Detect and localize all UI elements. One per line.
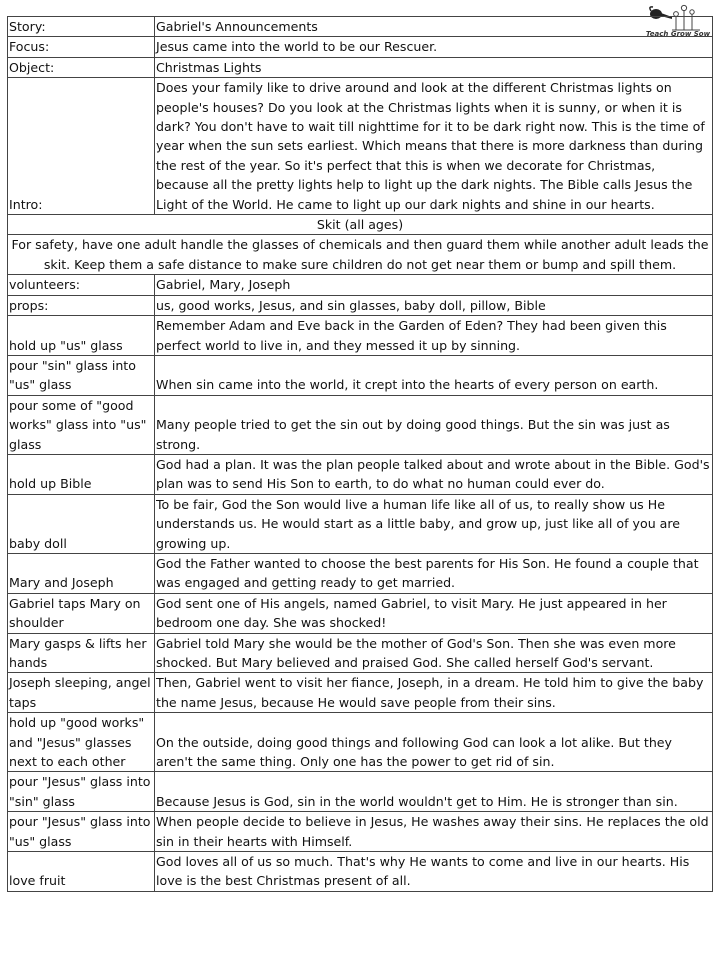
header-row-label: Object: xyxy=(8,57,155,77)
skit-row-text: Remember Adam and Eve back in the Garden of Eden? They had been given this perfect world to live in, and they messed it up by sinning. xyxy=(155,316,713,356)
header-row-label: Focus: xyxy=(8,37,155,57)
skit-heading: Skit (all ages) xyxy=(8,215,713,235)
header-row xyxy=(8,57,713,77)
skit-row-label: pour "Jesus" glass into "sin" glass xyxy=(8,772,155,812)
skit-row xyxy=(8,772,713,812)
skit-row xyxy=(8,355,713,395)
lesson-sheet xyxy=(7,16,713,892)
header-section xyxy=(8,17,713,215)
skit-row-text: God sent one of His angels, named Gabriel, to visit Mary. He just appeared in her bedroom one day. She was shocked! xyxy=(155,593,713,633)
safety-note: For safety, have one adult handle the glasses of chemicals and then guard them while another adult leads the skit. Keep them a safe distance to make sure children do not get near them or bump and spill them. xyxy=(8,235,713,275)
skit-section xyxy=(8,316,713,892)
header-row-text: Gabriel's Announcements xyxy=(155,17,713,37)
setup-row-text: us, good works, Jesus, and sin glasses, baby doll, pillow, Bible xyxy=(155,295,713,315)
skit-row-text: God the Father wanted to choose the best parents for His Son. He found a couple that was engaged and getting ready to get married. xyxy=(155,553,713,593)
skit-row-label: hold up "good works" and "Jesus" glasses next to each other xyxy=(8,713,155,772)
setup-row xyxy=(8,295,713,315)
setup-row xyxy=(8,275,713,295)
skit-row xyxy=(8,454,713,494)
setup-section xyxy=(8,275,713,316)
skit-row-text: God had a plan. It was the plan people talked about and wrote about in the Bible. God's plan was to send His Son to earth, to do what no human could ever do. xyxy=(155,454,713,494)
skit-heading-section xyxy=(8,215,713,275)
skit-row-text: When people decide to believe in Jesus, He washes away their sins. He replaces the old sin in their hearts with Himself. xyxy=(155,812,713,852)
header-row-text: Christmas Lights xyxy=(155,57,713,77)
skit-row xyxy=(8,713,713,772)
lesson-table xyxy=(7,16,713,892)
skit-row-label: baby doll xyxy=(8,494,155,553)
setup-row-text: Gabriel, Mary, Joseph xyxy=(155,275,713,295)
skit-row xyxy=(8,852,713,892)
skit-heading-row xyxy=(8,215,713,235)
setup-row-label: volunteers: xyxy=(8,275,155,295)
skit-row-text: Gabriel told Mary she would be the mother of God's Son. Then she was even more shocked. But Mary believed and praised God. She called herself God's servant. xyxy=(155,633,713,673)
skit-row-label: pour some of "good works" glass into "us" glass xyxy=(8,395,155,454)
skit-row xyxy=(8,395,713,454)
header-row-label: Story: xyxy=(8,17,155,37)
skit-row-label: hold up Bible xyxy=(8,454,155,494)
skit-row xyxy=(8,812,713,852)
skit-row-label: Mary gasps & lifts her hands xyxy=(8,633,155,673)
skit-row-label: hold up "us" glass xyxy=(8,316,155,356)
header-row-label: Intro: xyxy=(8,78,155,215)
skit-row-label: Joseph sleeping, angel taps xyxy=(8,673,155,713)
header-row-text: Jesus came into the world to be our Rescuer. xyxy=(155,37,713,57)
skit-row-text: When sin came into the world, it crept into the hearts of every person on earth. xyxy=(155,355,713,395)
skit-row xyxy=(8,316,713,356)
header-row xyxy=(8,17,713,37)
header-row xyxy=(8,37,713,57)
setup-row-label: props: xyxy=(8,295,155,315)
skit-row-text: God loves all of us so much. That's why He wants to come and live in our hearts. His love is the best Christmas present of all. xyxy=(155,852,713,892)
header-row-text: Does your family like to drive around and look at the different Christmas lights on people's houses? Do you look at the Christmas lights when it is sunny, or when it is dark? You don't have to wait till nighttime for it to be dark right now. This is the time of year when the sun sets earliest. Which means that there is more darkness than during the rest of the year. So it's perfect that this is when we decorate for Christmas, because all the pretty lights help to light up the dark nights. The Bible calls Jesus the Light of the World. He came to light up our dark nights and shine in our hearts. xyxy=(155,78,713,215)
skit-row xyxy=(8,494,713,553)
logo-text: Teach Grow Sow xyxy=(645,30,711,38)
skit-row-text: On the outside, doing good things and following God can look a lot alike. But they aren't the same thing. Only one has the power to get rid of sin. xyxy=(155,713,713,772)
skit-row-label: Gabriel taps Mary on shoulder xyxy=(8,593,155,633)
skit-row-label: Mary and Joseph xyxy=(8,553,155,593)
skit-row-text: To be fair, God the Son would live a human life like all of us, to really show us He understands us. He would start as a little baby, and grow up, just like all of you are growing up. xyxy=(155,494,713,553)
skit-row-label: love fruit xyxy=(8,852,155,892)
skit-row-label: pour "sin" glass into "us" glass xyxy=(8,355,155,395)
skit-row-text: Because Jesus is God, sin in the world wouldn't get to Him. He is stronger than sin. xyxy=(155,772,713,812)
skit-row-text: Many people tried to get the sin out by doing good things. But the sin was just as strong. xyxy=(155,395,713,454)
header-row xyxy=(8,78,713,215)
skit-row xyxy=(8,593,713,633)
skit-row-text: Then, Gabriel went to visit her fiance, Joseph, in a dream. He told him to give the baby the name Jesus, because He would save people from their sins. xyxy=(155,673,713,713)
skit-row-label: pour "Jesus" glass into "us" glass xyxy=(8,812,155,852)
skit-row xyxy=(8,633,713,673)
safety-note-row xyxy=(8,235,713,275)
skit-row xyxy=(8,553,713,593)
skit-row xyxy=(8,673,713,713)
